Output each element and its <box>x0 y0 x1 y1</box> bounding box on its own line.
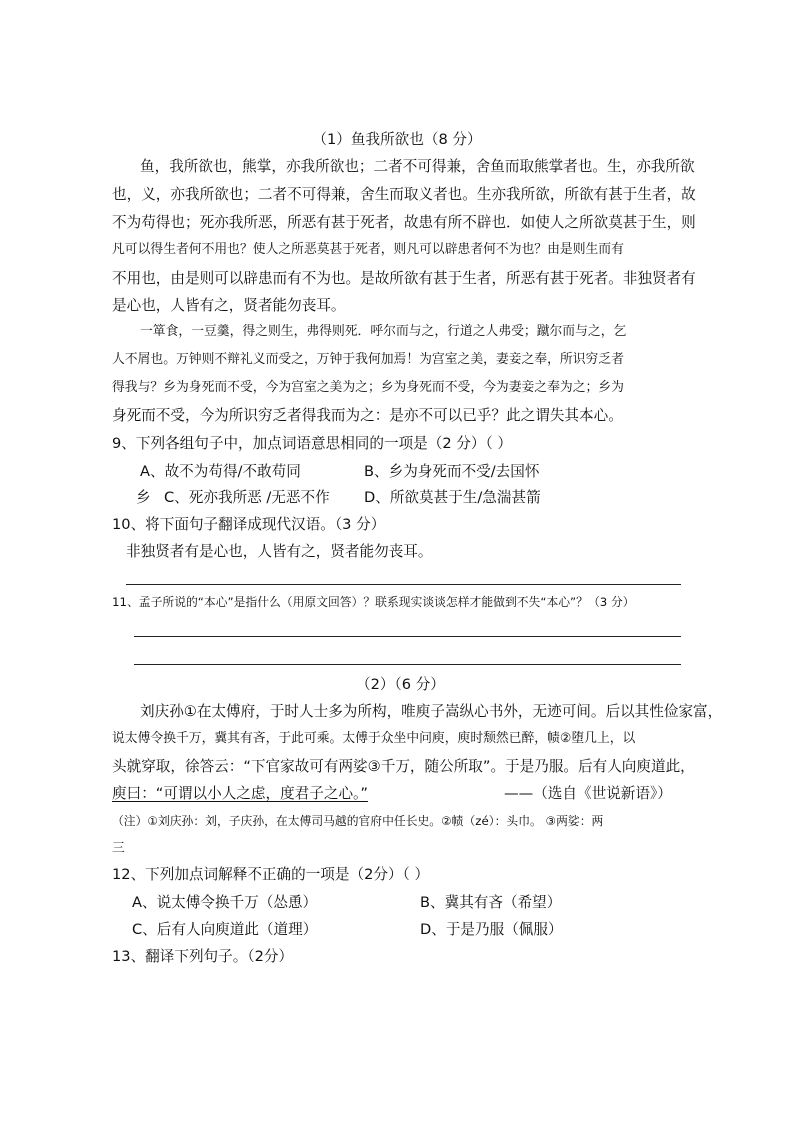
question-10-sentence: 非独贤者有是心也，人皆有之，贤者能勿丧耳。 <box>126 543 433 560</box>
answer-line[interactable] <box>134 664 681 665</box>
section1-title: （1）鱼我所欲也（8 分） <box>312 131 482 148</box>
paragraph-line: 身死而不受，今为所识穷乏者得我而为之：是亦不可以已乎？此之谓失其本心。 <box>112 407 623 424</box>
question-10-stem: 10、将下面句子翻译成现代汉语。（3 分） <box>112 516 386 533</box>
question-11-stem: 11、孟子所说的“本心”是指什么（用原文回答）？联系现实谈谈怎样才能做到不失“本心”？（3 分） <box>112 595 635 609</box>
paragraph-line: 一箪食，一豆羹，得之则生，弗得则死．呼尔而与之，行道之人弗受；蹴尔而与之，乞 <box>140 324 627 339</box>
paragraph-line: 刘庆孙①在太傅府，于时人士多为所构，唯庾子嵩纵心书外，无迹可间。后以其性俭家富， <box>140 703 723 720</box>
paragraph-line: 不为苟得也；死亦我所恶，所恶有甚于死者，故患有所不辟也．如使人之所欲莫甚于生，则 <box>112 214 696 231</box>
annotation-note-cont: 三 <box>112 841 125 856</box>
underlined-sentence: 庾曰：“可谓以小人之虑，度君子之心。” <box>112 785 368 802</box>
question-9-stem: 9、下列各组句子中，加点词语意思相同的一项是（2 分）（ ） <box>112 435 512 452</box>
q9-option-b: B、乡为身死而不受/去国怀 <box>364 463 540 480</box>
annotation-note: （注）①刘庆孙：刘，子庆孙，在太傅司马越的官府中任长史。②帻（zé）：头巾。 ③两娑：两 <box>112 814 604 828</box>
q12-option-d: D、于是乃服（佩服） <box>420 921 563 938</box>
answer-line[interactable] <box>134 636 681 637</box>
paragraph-line: 人不屑也。万钟则不辩礼义而受之，万钟于我何加焉！为宫室之美，妻妾之奉，所识穷乏者 <box>112 352 624 367</box>
paragraph-line: 是心也，人皆有之，贤者能勿丧耳。 <box>112 297 346 314</box>
section2-title: （2）（6 分） <box>356 676 445 693</box>
q9-option-c: C、死亦我所恶 /无恶不作 <box>164 489 330 506</box>
q12-option-a: A、说太傅令换千万（怂恿） <box>132 894 318 911</box>
paragraph-line: 鱼，我所欲也，熊掌，亦我所欲也；二者不可得兼，舍鱼而取熊掌者也。生，亦我所欲 <box>140 158 695 175</box>
paragraph-line: 不用也，由是则可以辟患而有不为也。是故所欲有甚于生者，所恶有甚于死者。非独贤者有 <box>112 270 696 287</box>
question-12-stem: 12、下列加点词解释不正确的一项是（2分）（ ） <box>112 866 430 883</box>
q12-option-b: B、冀其有吝（希望） <box>420 894 562 911</box>
q9-option-d: D、所欲莫甚于生/急湍甚箭 <box>364 489 541 506</box>
paragraph-line: 也，义，亦我所欲也；二者不可得兼，舍生而取义者也。生亦我所欲，所欲有甚于生者，故 <box>112 186 696 203</box>
paragraph-line: 凡可以得生者何不用也？使人之所恶莫甚于死者，则凡可以辟患者何不为也？由是则生而有 <box>112 242 624 257</box>
q9-option-c-prefix: 乡 <box>136 489 151 506</box>
paragraph-line: 说太傅令换千万，冀其有吝，于此可乘。太傅于众坐中问庾，庾时颓然已醉，帻②堕几上，以 <box>112 731 636 746</box>
q9-option-a: A、故不为苟得/不敢苟同 <box>140 463 301 480</box>
answer-line[interactable] <box>126 584 681 585</box>
paragraph-line: 头就穿取，徐答云：“下官家故可有两娑③千万，随公所取”。于是乃服。后有人向庾道此， <box>112 758 695 775</box>
q12-option-c: C、后有人向庾道此（道理） <box>132 921 318 938</box>
source-citation: ——（选自《世说新语》） <box>504 785 672 802</box>
question-13-stem: 13、翻译下列句子。（2分） <box>112 948 294 965</box>
paragraph-line: 得我与？乡为身死而不受，今为宫室之美为之；乡为身死而不受，今为妻妾之奉为之；乡为 <box>112 380 624 395</box>
